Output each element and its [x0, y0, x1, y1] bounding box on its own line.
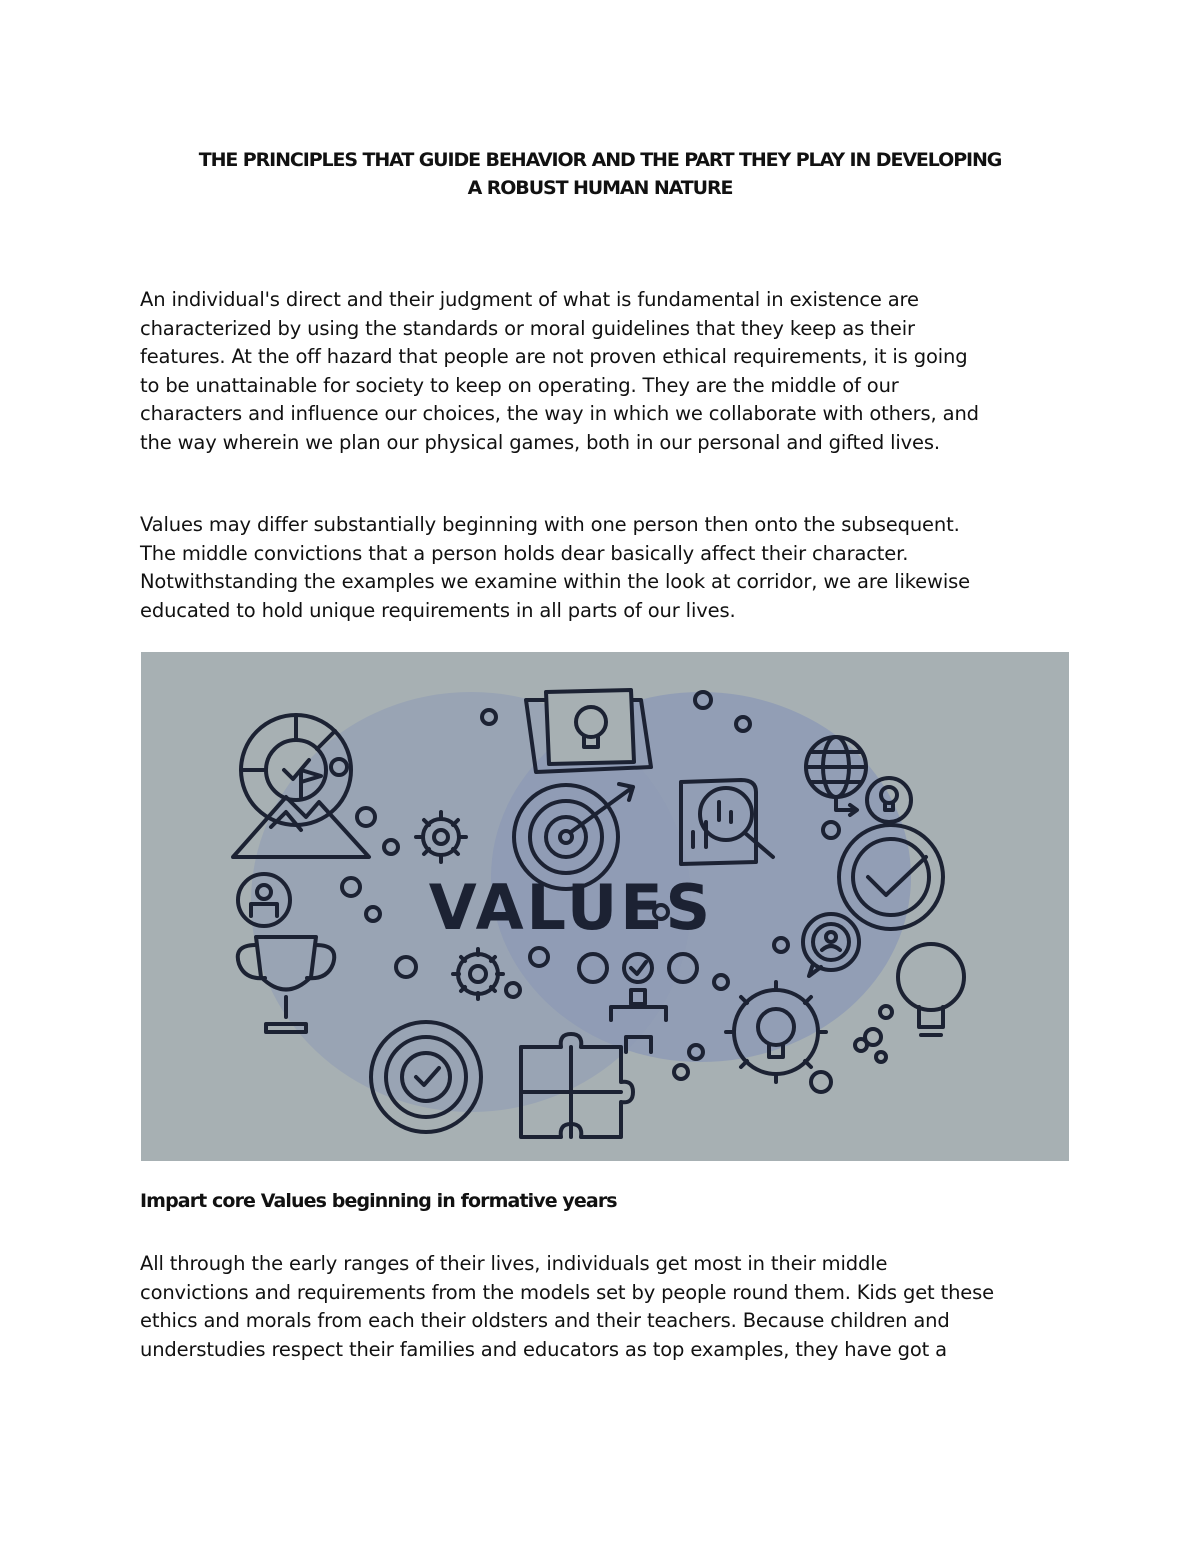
- text-line: educated to hold unique requirements in all parts of our lives.: [140, 598, 736, 622]
- section-heading: Impart core Values beginning in formative years: [140, 1190, 617, 1212]
- values-illustration: [141, 652, 1069, 1161]
- text-line: All through the early ranges of their lives, individuals get most in their middle: [140, 1252, 888, 1275]
- text-line: Notwithstanding the examples we examine within the look at corridor, we are likewise: [140, 570, 970, 594]
- text-line: the way wherein we plan our physical games, both in our personal and gifted lives.: [140, 430, 940, 454]
- text-line: An individual's direct and their judgment of what is fundamental in existence are: [140, 288, 919, 311]
- text-line: features. At the off hazard that people are not proven ethical requirements, it is going: [140, 345, 968, 369]
- title-line: A ROBUST HUMAN NATURE: [467, 177, 733, 199]
- text-line: understudies respect their families and educators as top examples, they have got a: [140, 1337, 947, 1361]
- document-title: [100, 146, 1100, 202]
- text-line: convictions and requirements from the models set by people round them. Kids get these: [140, 1280, 995, 1304]
- paragraph-intro: [140, 286, 1080, 458]
- title-line: THE PRINCIPLES THAT GUIDE BEHAVIOR AND THE PART THEY PLAY IN DEVELOPING: [198, 149, 1002, 171]
- text-line: The middle convictions that a person holds dear basically affect their character.: [140, 541, 909, 565]
- text-line: ethics and morals from each their oldsters and their teachers. Because children and: [140, 1309, 950, 1333]
- paragraph-formative-years: [140, 1250, 1080, 1364]
- text-line: characters and influence our choices, the way in which we collaborate with others, and: [140, 402, 979, 426]
- text-line: Values may differ substantially beginning with one person then onto the subsequent.: [140, 513, 960, 536]
- text-line: to be unattainable for society to keep on operating. They are the middle of our: [140, 373, 899, 397]
- text-line: characterized by using the standards or moral guidelines that they keep as their: [140, 316, 915, 340]
- values-wordmark: VALUES: [428, 871, 714, 944]
- paragraph-values-differ: [140, 511, 1080, 625]
